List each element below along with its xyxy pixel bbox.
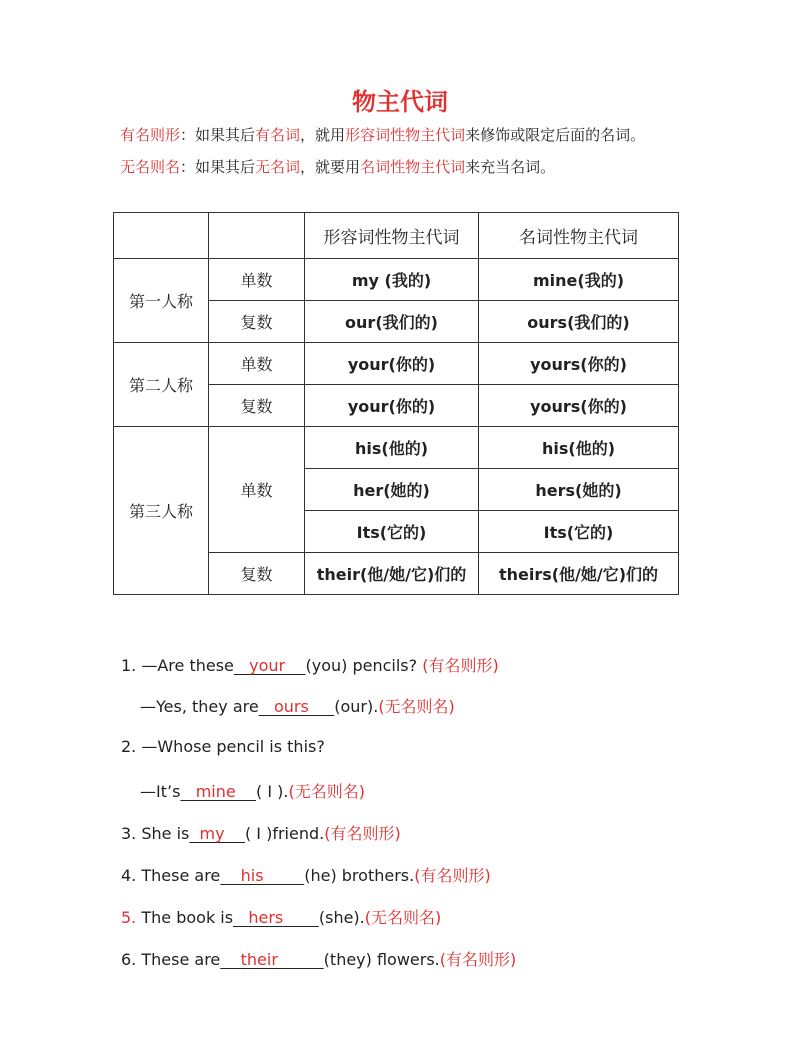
table-header-row	[114, 213, 679, 259]
pronoun-table	[113, 212, 679, 595]
table-row	[114, 427, 679, 469]
table-row	[114, 259, 679, 301]
number-singular: 单数	[209, 343, 305, 385]
rule-term: 有名则形	[120, 126, 181, 144]
adjective-cell: his(他的)	[305, 427, 479, 469]
exercise-number: 5.	[121, 908, 137, 927]
rule-keyword: 形容词性物主代词	[345, 126, 466, 144]
exercise-4	[121, 863, 491, 886]
exercise-text: (they) flowers.	[323, 950, 440, 969]
exercise-text: (he) brothers.	[304, 866, 415, 885]
noun-cell: ours(我们的)	[479, 301, 679, 343]
column-header-noun: 名词性物主代词	[479, 213, 679, 259]
rule-text: ：如果其后	[180, 126, 256, 144]
rule-note: (无名则名)	[288, 782, 366, 801]
answer-text: mine	[195, 782, 236, 801]
table-row	[114, 343, 679, 385]
noun-cell: mine(我的)	[479, 259, 679, 301]
answer-text: hers	[248, 908, 284, 927]
adjective-cell: your(你的)	[305, 385, 479, 427]
adjective-cell: my (我的)	[305, 259, 479, 301]
exercise-text: —Are these	[141, 656, 234, 675]
person-first: 第一人称	[114, 259, 209, 343]
number-plural: 复数	[209, 301, 305, 343]
exercise-text: These are	[141, 866, 221, 885]
noun-cell: theirs(他/她/它)们的	[479, 553, 679, 595]
answer-blank	[220, 950, 323, 969]
rule-text: 来修饰或限定后面的名词。	[465, 126, 646, 144]
person-second: 第二人称	[114, 343, 209, 427]
exercise-text: —Whose pencil is this?	[141, 737, 325, 756]
rule-note: (无名则名)	[364, 908, 442, 927]
number-plural: 复数	[209, 553, 305, 595]
exercise-text: —It’s	[140, 782, 181, 801]
exercise-text: (our).	[334, 697, 379, 716]
adjective-cell: your(你的)	[305, 343, 479, 385]
answer-blank	[180, 782, 256, 801]
adjective-cell: their(他/她/它)们的	[305, 553, 479, 595]
exercise-text: She is	[141, 824, 190, 843]
table-corner-cell	[114, 213, 209, 259]
exercise-text: These are	[141, 950, 221, 969]
noun-cell: hers(她的)	[479, 469, 679, 511]
exercise-number: 2.	[121, 737, 137, 756]
exercise-2	[121, 737, 325, 756]
adjective-cell: our(我们的)	[305, 301, 479, 343]
exercise-2-answer	[140, 779, 365, 802]
page-title: 物主代词	[352, 88, 448, 116]
rule-keyword: 无名词	[255, 158, 301, 176]
exercise-1	[121, 653, 499, 676]
adjective-cell: Its(它的)	[305, 511, 479, 553]
answer-text: your	[249, 656, 286, 675]
rule-note: (有名则形)	[439, 950, 517, 969]
rule-with-noun	[120, 124, 645, 145]
rule-text: ，就用	[300, 126, 346, 144]
noun-cell: Its(它的)	[479, 511, 679, 553]
exercise-text: (you) pencils?	[305, 656, 418, 675]
exercise-3	[121, 821, 401, 844]
person-third: 第三人称	[114, 427, 209, 595]
answer-blank	[233, 908, 319, 927]
exercise-number: 3.	[121, 824, 137, 843]
rule-keyword: 名词性物主代词	[360, 158, 466, 176]
exercise-text: ( I )friend.	[244, 824, 325, 843]
answer-text: his	[240, 866, 264, 885]
rule-text: ：如果其后	[180, 158, 256, 176]
number-singular: 单数	[209, 259, 305, 301]
column-header-adjective: 形容词性物主代词	[305, 213, 479, 259]
table-corner-cell	[209, 213, 305, 259]
adjective-cell: her(她的)	[305, 469, 479, 511]
number-plural: 复数	[209, 385, 305, 427]
answer-text: my	[199, 824, 225, 843]
rule-note: (无名则名)	[378, 697, 455, 716]
answer-text: their	[240, 950, 278, 969]
noun-cell: yours(你的)	[479, 343, 679, 385]
answer-blank	[189, 824, 245, 843]
exercise-number: 6.	[121, 950, 137, 969]
rule-note: (有名则形)	[422, 656, 499, 675]
answer-blank	[220, 866, 304, 885]
exercise-text: (she).	[318, 908, 365, 927]
exercise-text: The book is	[141, 908, 234, 927]
exercise-text: ( I ).	[256, 782, 289, 801]
answer-blank	[259, 697, 335, 716]
exercise-6	[121, 947, 516, 970]
answer-text: ours	[273, 697, 309, 716]
rule-note: (有名则形)	[414, 866, 491, 885]
exercise-number: 4.	[121, 866, 137, 885]
rule-note: (有名则形)	[324, 824, 401, 843]
number-singular: 单数	[209, 427, 305, 553]
noun-cell: his(他的)	[479, 427, 679, 469]
answer-blank	[234, 656, 306, 675]
rule-without-noun	[120, 156, 555, 177]
rule-term: 无名则名	[120, 158, 181, 176]
noun-cell: yours(你的)	[479, 385, 679, 427]
exercise-text: —Yes, they are	[140, 697, 259, 716]
exercise-number: 1.	[121, 656, 137, 675]
rule-text: ，就要用	[300, 158, 361, 176]
exercise-1-answer	[140, 694, 455, 717]
rule-text: 来充当名词。	[465, 158, 556, 176]
exercise-5	[121, 905, 441, 928]
rule-keyword: 有名词	[255, 126, 301, 144]
